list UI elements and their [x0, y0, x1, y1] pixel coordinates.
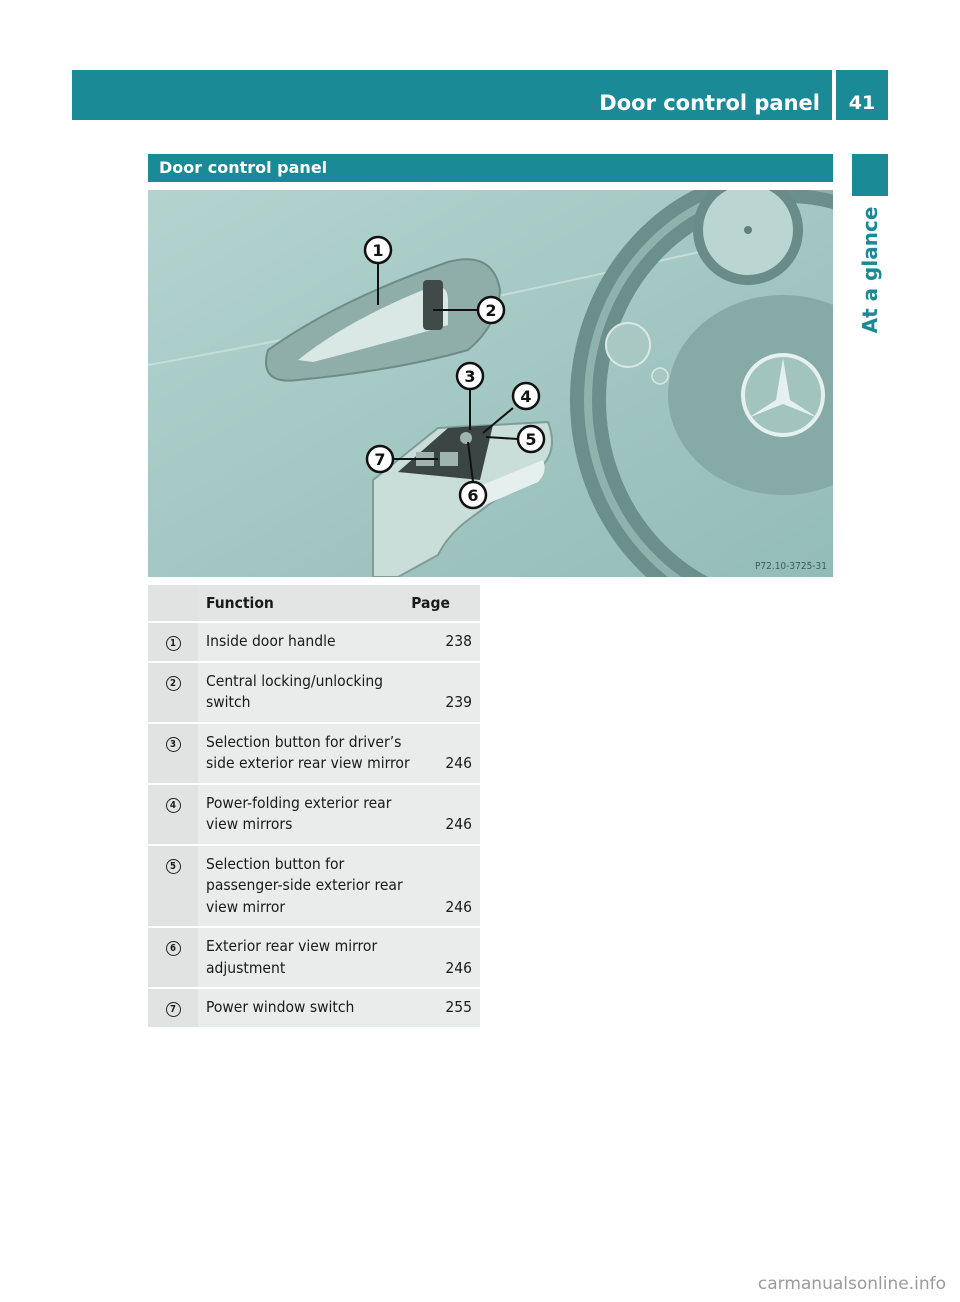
svg-text:3: 3 — [464, 367, 476, 386]
svg-text:6: 6 — [467, 486, 479, 505]
page-cell: 246 — [411, 784, 480, 845]
item-number: 1 — [166, 636, 181, 651]
function-table — [148, 585, 480, 1029]
svg-text:4: 4 — [520, 387, 532, 406]
page-cell: 239 — [411, 662, 480, 723]
callout-7 — [367, 446, 393, 472]
callout-2 — [478, 297, 504, 323]
function-cell: Inside door handle — [198, 622, 411, 662]
page-cell: 246 — [411, 723, 480, 784]
section-title: Door control panel — [148, 154, 833, 182]
header-num-cell — [148, 585, 198, 622]
table-header-row — [148, 585, 480, 622]
header-title: Door control panel — [599, 91, 820, 115]
side-tab-text: At a glance — [858, 206, 882, 334]
door-panel-illustration — [148, 190, 833, 577]
function-cell: Central locking/unlocking switch — [198, 662, 411, 723]
table-row — [148, 622, 480, 662]
callout-1 — [365, 237, 391, 263]
mirror-adjust-knob — [460, 432, 472, 444]
page-cell: 246 — [411, 927, 480, 988]
side-tab-marker — [852, 154, 888, 196]
svg-text:1: 1 — [372, 241, 384, 260]
page-cell: 246 — [411, 845, 480, 928]
image-code: P72.10-3725-31 — [754, 561, 827, 572]
table-row — [148, 845, 480, 928]
svg-text:2: 2 — [485, 301, 497, 320]
page-cell: 238 — [411, 622, 480, 662]
function-cell: Selection button for passenger-side exterior rear view mirror — [198, 845, 411, 928]
item-number: 4 — [166, 798, 181, 813]
table-row — [148, 723, 480, 784]
footer-watermark: carmanualsonline.info — [757, 1274, 946, 1294]
door-panel-drawing — [148, 190, 833, 577]
table-row — [148, 784, 480, 845]
window-switch-right — [440, 452, 458, 466]
table-row — [148, 988, 480, 1028]
wheel-control-pad — [606, 323, 650, 367]
page-cell: 255 — [411, 988, 480, 1028]
item-number: 2 — [166, 676, 181, 691]
function-cell: Power-folding exterior rear view mirrors — [198, 784, 411, 845]
item-number: 6 — [166, 941, 181, 956]
table-row — [148, 927, 480, 988]
wheel-button — [652, 368, 668, 384]
callout-4 — [513, 383, 539, 409]
page-header-bar — [72, 70, 832, 120]
item-number: 5 — [166, 859, 181, 874]
svg-text:5: 5 — [525, 430, 537, 449]
header-function: Function — [198, 585, 411, 622]
function-cell: Selection button for driver’s side exterior rear view mirror — [198, 723, 411, 784]
function-cell: Exterior rear view mirror adjustment — [198, 927, 411, 988]
side-tab-label — [852, 200, 888, 340]
table-row — [148, 662, 480, 723]
gauge-center — [744, 226, 752, 234]
instrument-gauge — [698, 190, 798, 280]
callout-5 — [518, 426, 544, 452]
callout-6 — [460, 482, 486, 508]
callout-3 — [457, 363, 483, 389]
page-number: 41 — [836, 70, 888, 120]
locking-switch — [423, 280, 443, 330]
svg-text:7: 7 — [374, 450, 386, 469]
item-number: 7 — [166, 1002, 181, 1017]
header-page: Page — [411, 585, 480, 622]
function-cell: Power window switch — [198, 988, 411, 1028]
item-number: 3 — [166, 737, 181, 752]
